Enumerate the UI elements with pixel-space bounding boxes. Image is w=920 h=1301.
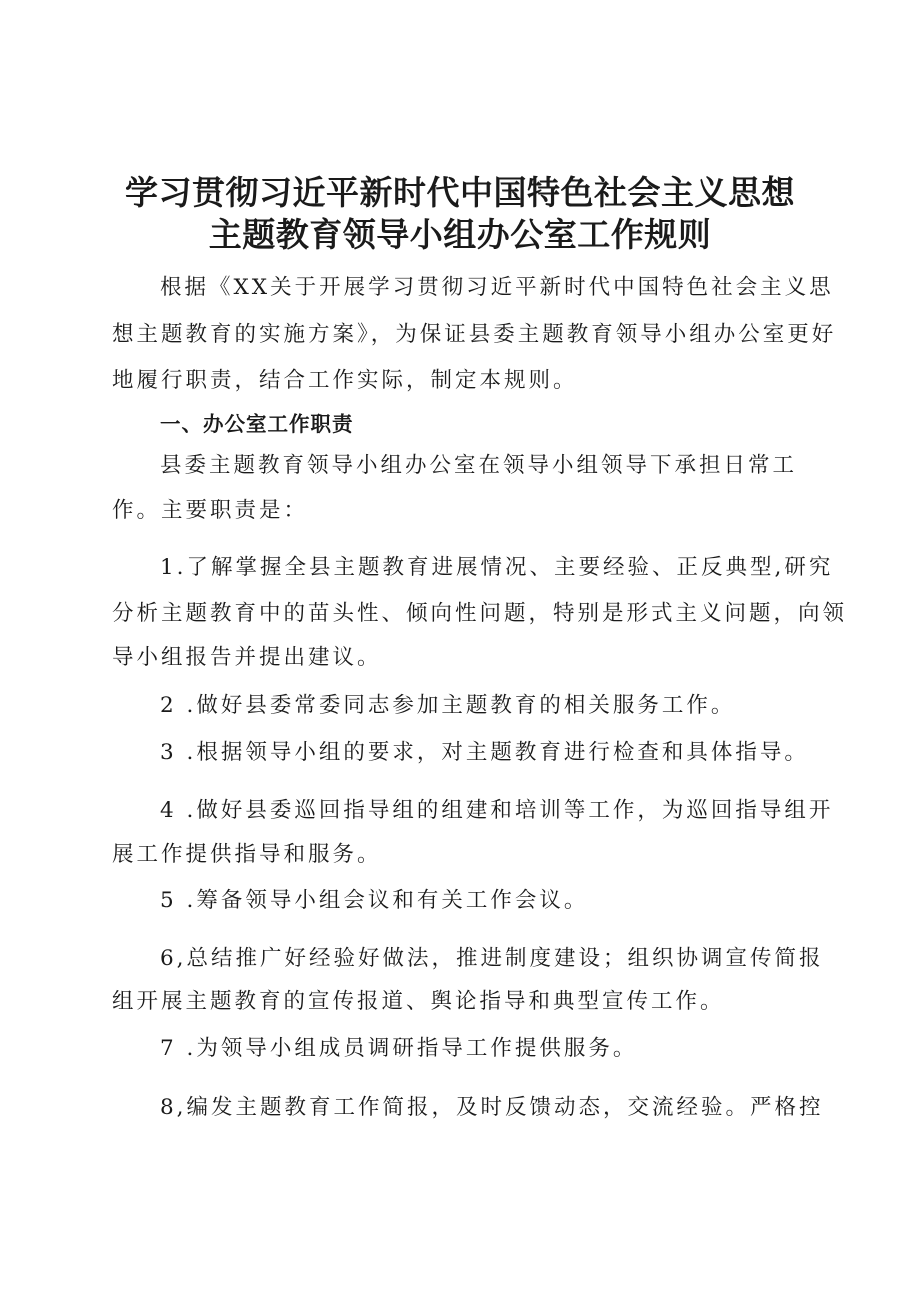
list-item-6-line: 6,总结推广好经验好做法，推进制度建设；组织协调宣传简报 (160, 946, 824, 971)
list-item-7: 7 .为领导小组成员调研指导工作提供服务。 (160, 1036, 638, 1061)
section-heading: 一、办公室工作职责 (160, 412, 354, 436)
list-item-1-line: 1.了解掌握全县主题教育进展情况、主要经验、正反典型,研究 (160, 555, 834, 580)
list-item-4-line: 展工作提供指导和服务。 (112, 842, 382, 867)
list-item-1-line: 分析主题教育中的苗头性、倾向性问题，特别是形式主义问题，向领 (112, 601, 848, 626)
list-item-3: 3 .根据领导小组的要求，对主题教育进行检查和具体指导。 (160, 740, 809, 765)
list-item-4-line: 4 .做好县委巡回指导组的组建和培训等工作，为巡回指导组开 (160, 798, 834, 823)
section-intro-line: 作。主要职责是： (112, 498, 309, 523)
list-item-5: 5 .筹备领导小组会议和有关工作会议。 (160, 888, 589, 913)
intro-paragraph-line: 根据《XX关于开展学习贯彻习近平新时代中国特色社会主义思 (160, 275, 834, 300)
list-item-1-line: 导小组报告并提出建议。 (112, 645, 382, 670)
document-title-line-1: 学习贯彻习近平新时代中国特色社会主义思想 (125, 173, 795, 212)
document-title-line-2: 主题教育领导小组办公室工作规则 (208, 215, 712, 254)
list-item-8-line: 8,编发主题教育工作简报，及时反馈动态，交流经验。严格控 (160, 1095, 824, 1120)
list-item-6-line: 组开展主题教育的宣传报道、舆论指导和典型宣传工作。 (112, 989, 725, 1014)
section-intro-line: 县委主题教育领导小组办公室在领导小组领导下承担日常工 (160, 453, 798, 478)
list-item-2: 2 .做好县委常委同志参加主题教育的相关服务工作。 (160, 693, 736, 718)
intro-paragraph-line: 地履行职责，结合工作实际，制定本规则。 (112, 368, 578, 393)
intro-paragraph-line: 想主题教育的实施方案》，为保证县委主题教育领导小组办公室更好 (112, 322, 837, 347)
